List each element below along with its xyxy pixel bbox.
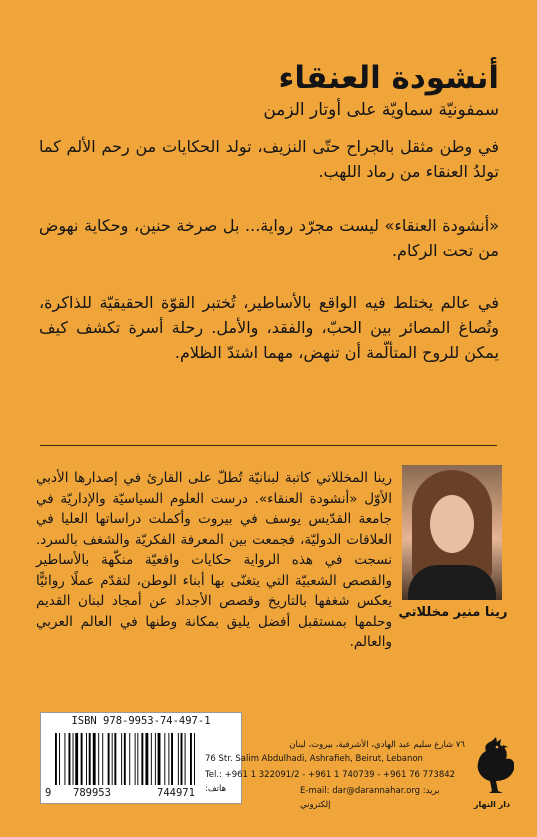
- barcode-bar: [155, 733, 156, 785]
- rooster-logo: [470, 735, 514, 803]
- blurb-paragraph-3: في عالم يختلط فيه الواقع بالأساطير، تُختبر القوّة الحقيقيّة للذاكرة، وتُصاغ المصائر بين الحبّ، والفقد، والأمل. رحلة أسرة تكشف كيف يمكن للروح المتألّمة أن تنهض، مهما اشتدّ الظلام.: [39, 293, 499, 362]
- barcode-bar: [181, 733, 183, 785]
- blurb-paragraph-2: «أنشودة العنقاء» ليست مجرّد رواية... بل صرخة حنين، وحكاية نهوض من تحت الركام.: [39, 216, 499, 260]
- barcode-bar: [168, 733, 169, 785]
- barcode-digit-left: 789953: [73, 787, 111, 799]
- publisher-tel: Tel.: +961 1 322091/2 - +961 1 740739 - +961 76 773842 :هاتف: [205, 770, 456, 794]
- blurb-paragraph-1: في وطن مثقل بالجراح حتّى النزيف، تولد الحكايات من رحم الألم كما تولدُ العنقاء من رماد اللهب.: [39, 137, 499, 181]
- barcode-bar: [64, 733, 65, 785]
- book-subtitle: سمفونيّة سماويّة على أوتار الزمن: [263, 100, 499, 120]
- barcode-bar: [158, 733, 161, 785]
- barcode-bar: [55, 733, 57, 785]
- author-bio: رينا المخللاتي كاتبة لبنانيّة تُطلّ على القارئ في إصدارها الأدبي الأوّل «أنشودة العنقاء». درست العلوم السياسيّة والإداريّة في جامعة القدّيس يوسف في بيروت وأكملت دراساتها العليا في العلاقات الدوليّة، فجمعت بين المعرفة الفكريّة والشغف بالسرد. نسجت في هذه الرواية حكايات واقعيّة منكّهة بالأساطير والقصص الشعبيّة التي يتغنّى بها أبناء الوطن، لتقدّم عملًا روائيًّا يعكس شغفها بالتاريخ وقصص الأجداد عن أمجاد لبنان القديم وحلمها بمستقبل أفضل يليق بمكانة وطنها في العالم العربي والعالم.: [36, 470, 392, 650]
- barcode-bar: [145, 733, 148, 785]
- author-photo-face: [430, 495, 474, 553]
- barcode-bar: [108, 733, 110, 785]
- author-photo-body: [408, 565, 496, 600]
- section-divider: [40, 445, 497, 446]
- barcode-digit-right: 744971: [157, 787, 195, 799]
- barcode-bar: [89, 733, 91, 785]
- barcode-bar: [164, 733, 165, 785]
- barcode-bar: [194, 733, 195, 785]
- barcode-bar: [151, 733, 152, 785]
- barcode-bar: [112, 733, 113, 785]
- barcode-bar: [171, 733, 173, 785]
- barcode-bar: [185, 733, 186, 785]
- barcode-bar: [190, 733, 192, 785]
- barcode-bar: [73, 733, 74, 785]
- barcode-bar: [93, 733, 96, 785]
- barcode-digit-lead: 9: [45, 787, 52, 799]
- barcode-bar: [121, 733, 122, 785]
- barcode-bar: [59, 733, 60, 785]
- barcode-bar: [178, 733, 179, 785]
- publisher-address-en: 76 Str. Salim Abdulhadi, Ashrafieh, Beirut, Lebanon: [205, 754, 423, 764]
- author-name: رينا منير مخللاتي: [398, 605, 508, 620]
- barcode-bar: [75, 733, 78, 785]
- publisher-address-ar: ٧٦ شارع سليم عبد الهادي، الأشرفية، بيروت، لبنان: [289, 740, 465, 750]
- barcode-bar: [69, 733, 71, 785]
- isbn-label: ISBN 978-9953-74-497-1: [71, 715, 211, 727]
- barcode-bar: [137, 733, 138, 785]
- barcode-bar: [102, 733, 103, 785]
- barcode-bar: [86, 733, 87, 785]
- publisher-email: E-mail: dar@darannahar.org :بريد إلكتروني: [300, 786, 440, 810]
- barcode-bar: [114, 733, 116, 785]
- author-photo: [402, 465, 502, 600]
- publisher-logo-text: دار النهار: [473, 800, 511, 809]
- barcode-bar: [81, 733, 83, 785]
- barcode-bar: [135, 733, 136, 785]
- barcode-bar: [124, 733, 126, 785]
- barcode-bar: [129, 733, 130, 785]
- barcode-bar: [98, 733, 99, 785]
- book-title: أنشودة العنقاء: [278, 60, 499, 96]
- barcode-bar: [141, 733, 143, 785]
